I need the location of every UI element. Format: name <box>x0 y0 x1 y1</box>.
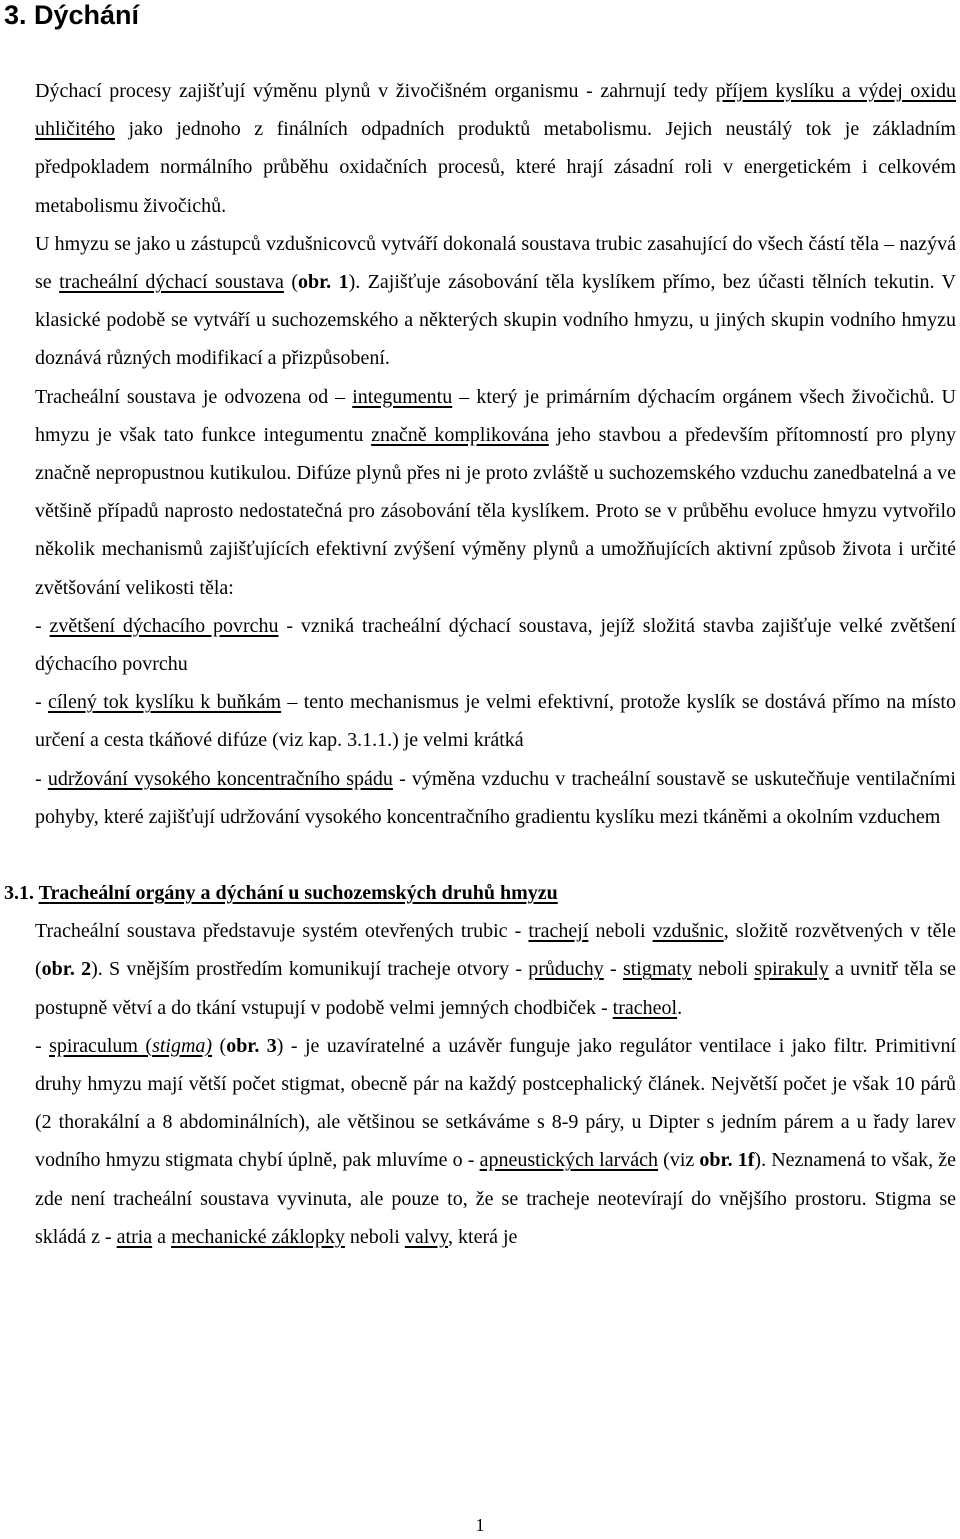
bullet: - <box>35 767 48 790</box>
text-span: Tracheální soustava je odvozena od – <box>35 385 353 408</box>
term-link: stigmaty <box>622 958 692 981</box>
text-span: U hmyzu se jako u zástupců vzdušnicovců vytváří dokonalá soustava trubic zasahující do všech částí těla – nazývá se <box>35 232 956 294</box>
text-span: - <box>603 958 623 981</box>
bullet: - <box>35 614 50 637</box>
text-span: – tento mechanismus je velmi efektivní, protože kyslík se dostává přímo na místo určení a cesta tkáňové difúze (viz kap. 3.1.1.) je velmi krátká <box>35 691 956 752</box>
term-link: průduchy <box>528 958 604 981</box>
spacer <box>4 836 956 874</box>
text-span: , která je <box>448 1225 518 1248</box>
figure-ref: obr. 1 <box>298 271 349 294</box>
text-span: Tracheální soustava představuje systém otevřených trubic - <box>35 920 529 943</box>
text-span: - vzniká tracheální dýchací soustava, jejíž složitá stavba zajišťuje velké zvětšení dýchacího povrchu <box>35 614 956 676</box>
text-span: . <box>677 996 683 1019</box>
body-text <box>4 72 956 1256</box>
paragraph-4 <box>4 912 956 1027</box>
term-link: spirakuly <box>754 958 829 981</box>
list-item <box>4 607 956 683</box>
figure-ref: obr. 2 <box>41 958 92 981</box>
term-link: apneustických larvách <box>479 1149 659 1172</box>
term-link: atria <box>116 1225 153 1248</box>
text-span: (viz <box>658 1149 700 1172</box>
list-item <box>4 760 956 836</box>
bullet: - <box>35 1034 50 1057</box>
chapter-title: 3. Dýchání <box>4 0 140 30</box>
text-span: ). S vnějším prostředím komunikují tracheje otvory - <box>91 958 529 981</box>
text-span: jeho stavbou a především přítomností pro plyny značně nepropustnou kutikulou. Difúze plynů přes ni je proto zvláště u suchozemského vzduchu zanedbatelná a ve většině případů naprosto nedostatečná pro zásobování těla kyslíkem. Proto se v průběhu evoluce hmyzu vytvořilo několik mechanismů zajišťujících efektivní zvýšení výměny plynů a umožňujících aktivní způsob života i určité zvětšování velikosti těla: <box>35 423 956 599</box>
text-span: Dýchací procesy zajišťují výměnu plynů v živočišném organismu - zahrnují tedy <box>35 80 716 102</box>
term-link: integumentu <box>352 385 453 408</box>
text-span: neboli <box>588 920 653 943</box>
section-title: Tracheální orgány a dýchání u suchozemských druhů hmyzu <box>38 882 558 905</box>
term-link: cílený tok kyslíku k buňkám <box>48 691 282 714</box>
figure-ref: obr. 1f <box>699 1149 755 1172</box>
text-span: ) - je uzavíratelné a uzávěr funguje jako regulátor ventilace i jako filtr. Primitivní druhy hmyzu mají větší počet stigmat, obecně pár na každý postcephalický článek. Největší počet je však 10 párů (2 thorakální a 8 abdominálních), ale většinou se setkáváme s 8-9 páry, u Dipter s jedním párem a u řady larev vodního hmyzu stigmata chybí úplně, pak mluvíme o - <box>35 1034 957 1172</box>
text-span: , složitě rozvětvených v těle ( <box>35 920 956 981</box>
text-span: ( <box>212 1034 227 1057</box>
paragraph-5 <box>4 1027 956 1256</box>
text-span: ). Neznamená to však, že zde není tracheální soustava vyvinuta, ale pouze to, že se tracheje neotevírají do vnějšího prostoru. Stigma se skládá z - <box>35 1149 957 1248</box>
term-link: stigma) <box>152 1034 213 1057</box>
text-span: ). Zajišťuje zásobování těla kyslíkem přímo, bez účasti tělních tekutin. V klasické podobě se vytváří u suchozemského a některých skupin vodního hmyzu, u jiných skupin vodního hmyzu doznává různých modifikací a přizpůsobení. <box>35 271 957 370</box>
term-link: mechanické záklopky <box>171 1225 345 1248</box>
term-link: příjem kyslíku a výdej oxidu uhličitého <box>35 80 956 141</box>
bullet: - <box>35 691 48 714</box>
term-link: vzdušnic <box>652 920 724 943</box>
text-span: – který je primárním dýchacím orgánem všech živočichů. U hmyzu je však tato funkce integumentu <box>35 385 956 446</box>
term-link: valvy <box>404 1225 449 1248</box>
text-span: ( <box>283 271 298 294</box>
text-span: neboli <box>344 1225 405 1248</box>
text-span: - výměna vzduchu v tracheální soustavě se uskutečňuje ventilačními pohyby, které zajišťují udržování vysokého koncentračního gradientu kyslíku mezi tkáněmi a okolním vzduchem <box>35 767 956 828</box>
paragraph-2 <box>4 225 956 378</box>
term-link: tracheol <box>612 996 678 1019</box>
page-number: 1 <box>475 1515 485 1535</box>
paragraph-1 <box>4 72 956 225</box>
term-link: spiraculum ( <box>49 1034 153 1057</box>
text-span: a uvnitř těla se postupně větví a do tkání vstupují v podobě velmi jemných chodbiček - <box>35 958 956 1019</box>
list-item <box>4 683 956 759</box>
paragraph-3 <box>4 378 956 607</box>
term-link: udržování vysokého koncentračního spádu <box>47 767 393 790</box>
term-link: trachejí <box>528 920 589 943</box>
section-heading <box>4 874 956 912</box>
text-span: neboli <box>691 958 755 981</box>
term-link: značně komplikována <box>371 423 549 446</box>
term-link: zvětšení dýchacího povrchu <box>49 614 279 637</box>
text-span: jako jednoho z finálních odpadních produktů metabolismu. Jejich neustálý tok je základním předpokladem normálního průběhu oxidačních procesů, které hrají zásadní roli v energetickém i celkovém metabolismu živočichů. <box>35 118 956 217</box>
figure-ref: obr. 3 <box>226 1034 277 1057</box>
term-link: tracheální dýchací soustava <box>59 271 284 294</box>
section-number: 3.1. <box>4 882 34 905</box>
text-span: a <box>152 1225 172 1248</box>
